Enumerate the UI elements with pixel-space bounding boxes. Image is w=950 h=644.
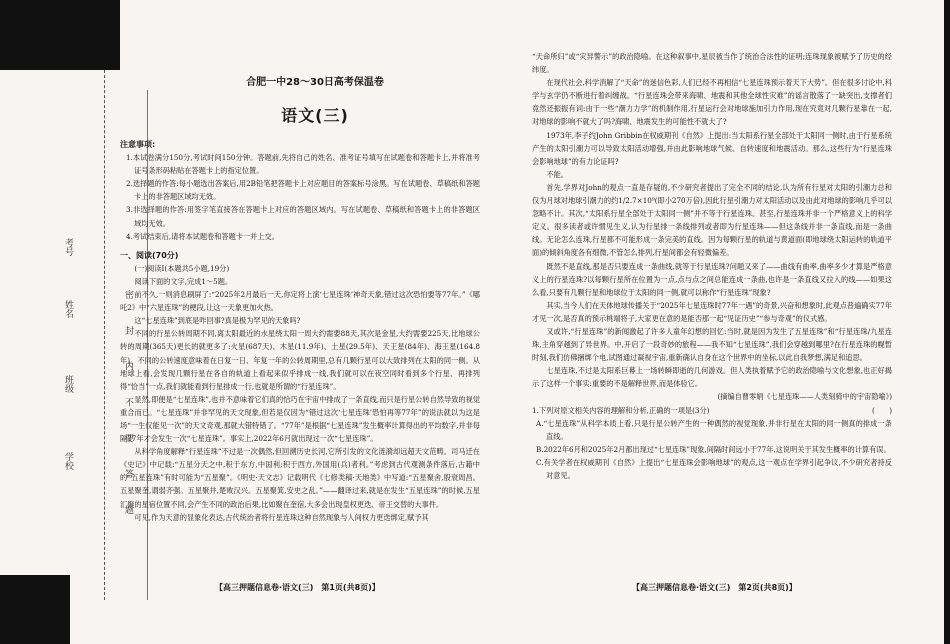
passage-paragraph: 从科学角度解释“行星连珠”不过是一次偶然,但回溯历史长河,它所引发的文化涟漪却远超天文范畴。司马迁在《史记》中记载:“五星分天之中,积于东方,中国利;积于西方,外国用(兵)者利。”考虑到古代观测条件落后,古籍中的“五星连珠”有时可能为“五星聚”。《明史·天文志》记载明代《七修类稿·天地类》中写道:“五星聚舍,殷衰周昌。五星聚奎,谓弱齐强。五星聚井,楚败汉兴。五星聚箕,安史之乱。”——翻译过来,就是在发生“五星连珠”的时候,五星汇聚的星宿位置不同,会产生不同的政治后果,比如聚在奎宿,大多会出现皇权更迭、帝王交替的大事件。 <box>120 447 480 509</box>
answer-blank: ( ) <box>872 405 892 415</box>
left-column <box>120 138 480 527</box>
passage-paragraph: 这“七星连珠”到底是咋回事?真是极为罕见的天象吗? <box>134 316 301 326</box>
notice-item: 4.考试结束后,请将本试题卷和答题卡一并上交。 <box>126 231 279 241</box>
passage-paragraph: 显然,即便是“七星连珠”,也并不意味着它们真的恰巧在宇宙中排成了一条直线,而只是行星公转自然导致的视觉重合而已。“七星连珠”并非罕见的天文现象,但若是仅因为“错过这次‘七星连珠’恐怕再等77年”的说法就以为这是场“一生仅能见一次”的天文奇观,那就大错特错了。“77年”是根据“七星连珠”发生概率计算得出的平均数字,并非每隔77年才会发生一次“七星连珠”。事实上,2022年6月就出现过一次“七星连珠”。 <box>120 394 480 444</box>
school-title: 合肥一中28～30日高考保温卷 <box>246 77 384 88</box>
subject-title: 语文(三) <box>281 106 349 125</box>
notice-item: 2.选择题的作答:每小题选出答案后,用2B铅笔把答题卡上对应题目的答案标号涂黑。写在试题卷、草稿纸和答题卡上的非答题区域均无效。 <box>126 179 480 202</box>
passage-paragraph: 又或许,“行星连珠”的新闻激起了许多人童年幻想的回忆:当时,就是因为发生了五星连珠”和“行星连珠/九星连珠,主角穿越到了异世界。中,开启了一段奇妙的旅程——我不知“七星连珠”,我们会穿越到哪里?在行星连珠的幌暂时刻,我们仿佛捆绑个电,试图通过凝视宇宙,重新确认自身在这个世界中的坐标,以此自我梦想,满足和追思。 <box>532 326 892 363</box>
question-stem: 1.下列对原文相关内容的理解和分析,正确的一项是(3分) <box>532 405 710 415</box>
question-1 <box>532 404 892 483</box>
binding-label-name: 姓名 <box>63 300 73 318</box>
notice-item: 3.非选择题的作答:用签字笔直接答在答题卡上对应的答题区域内。写在试题卷、草稿纸和答题卡上的非答题区域均无效。 <box>126 205 480 228</box>
seal-warning-text: 密 封 内 不 要 答 题 <box>123 290 133 527</box>
binding-label-school: 学校 <box>63 452 73 470</box>
footer-page-1: 【高三押题信息卷·语文(三) 第1页(共8页)】 <box>215 583 380 592</box>
binding-label-exam-number: 考号 <box>63 238 73 256</box>
passage-paragraph: 既然不是直线,那是否只要连成一条曲线,就等于行星连珠?问题又来了——曲线有曲率,曲率多少才算是严格意义上的行星连珠?以每颗行星所在位置为一点,点与点之间总能连成一条曲,也许是一条直线又拉入的线——如果这么看,只要有几颗行星和地球位于太阳的同一侧,就可以称作“行星连珠”现象? <box>532 261 892 297</box>
passage-paragraph: 首先,学界对John的观点一直是存疑的,不少研究者提出了完全不同的结论,认为所有行星对太阳的引潮力总和仅为月球对地球引潮力的约1/2.7×10⁹(即小270万倍),因此行星引潮力对太阳活动以及由此对地球的影响几乎可以忽略不计。其次,“太阳系行星全部处于太阳同一侧”并不等于行星连珠。甚至,行星连珠并非一个严格意义上的科学定义。很多读者或许惯见生义,认为行星排一条线排列或者即为行星连珠——但这条线并非一条直线,而是一条曲线。无论怎么连珠,行星都不可能形成一条完美的直线。因为每颗行星的轨道与黄道面(即地球绕太阳运转的轨道平面)的倾斜角度各有细微,不管怎么排列,行星间都会有轻微偏差。 <box>532 182 892 258</box>
notice-heading: 注意事项: <box>120 140 156 149</box>
passage-paragraph: 可见,作为天意的显象化表达,古代统治者将行星连珠这种自然现象与人间权力更迭绑定,赋予其 <box>134 512 429 522</box>
seal-dashed-line <box>104 60 105 600</box>
passage-paragraph: 1973年,李子约John Gribbin在权威期刊《自然》上提出:当太阳系行星全部处于太阳同一侧时,由于行星系统产生的太阳引潮力可以导致太阳活动增强,并由此影响地球气候、自转速度和地震活动。那么,这些行为“行星连珠会影响地球”的有力论证吗? <box>532 130 892 166</box>
passage-paragraph: 在现代社会,科学消解了“天命”的迷信色彩,人们已经不再相信“七星连珠预示着天下大势”。但在很多讨论中,科学与玄学仍不断进行着纠缠战。“行星连珠会带来海啸、地震和其他全球性灾难”的谣言散落了一缺突出,支撑者们竟然还振振有词:由于一些“潮力力学”的机制作用,行星运行会对地球施加引力作用,现在究竟对几颗行星靠在一起,对地球的影响不就大了吗?海啸、地震发生的可能性不就大了? <box>532 78 892 127</box>
notice-item: 1.本试卷满分150分,考试时间150分钟。答题前,先将自己的姓名、准考证号填写在试题卷和答题卡上,并将准考证号条形码粘贴在答题卡上的指定位置。 <box>126 153 480 176</box>
reading-instruction: 阅读下面的文字,完成1～5题。 <box>134 276 233 286</box>
right-column <box>532 50 892 482</box>
passage-source: (摘编自曹零娟《七星连珠——人类刻骑中的宇宙隐喻》) <box>717 392 892 402</box>
scan-border <box>944 0 950 644</box>
option-b: B.2022年6月和2025年2月都出现过“七星连珠”现象,间隔时间远小于77年,这说明关于其发生概率的计算有误。 <box>536 444 891 454</box>
option-a: A.“七星连珠”从科学本质上看,只是行星公转产生的一种偶然的视觉现象,并非行星在太阳的同一侧真的排成一条直线。 <box>536 418 892 441</box>
passage-paragraph: 不同的行星公转周期不同,离太阳最近的水星绕太阳一周大约需要88天,其次是金星,大约需要225天,比地球公转的周期(365天)更长的就更多了:火星(687天)、木星(11.9年)、土星(29.5年)、天王星(84年)、海王星(164.8年)。不同的公转速度意味着在日复一日、年复一年的公转周期里,总有几颗行星可以大致排列在太阳的同一侧。从地球上看,会发现几颗行星在各自的轨道上看起来似乎排成一线,我们就可以在夜空同时看到多个行星、再排列得“恰当”一点,我们就能看到行星排成一行,也就是所谓的“行星连珠”。 <box>120 329 480 391</box>
passage-paragraph: 不能。 <box>546 169 568 179</box>
passage-paragraph: 前不久,一则消息刷屏了:“2025年2月最后一天,你定将上演‘七星连珠’神奇天象,错过这次恐怕要等77年。”《哪吒2》中“六星连珠”的梗段,让这一天象更加火热。 <box>120 290 480 313</box>
passage-paragraph: “天命所归”或“灾异警示”的政治隐喻。在这种叙事中,星辰被当作了统治合法性的证明;连珠现象被赋予了历史的经纬度。 <box>532 52 892 75</box>
binding-label-class: 班级 <box>63 375 73 393</box>
passage-paragraph: 七星连珠,不过是太阳系巨幕上一场转瞬即逝的几何游戏。但人类执着赋予它的政治隐喻与文化想象,也正好揭示了这样一个事实:重要的不是解释世界,而是体验它。 <box>532 366 892 389</box>
scan-border <box>0 575 70 644</box>
option-c: C.有关学者在权威期刊《自然》上提出“七星连珠会影响地球”的观点,这一观点在学界引起争议,不少研究者持反对意见。 <box>536 457 892 480</box>
subsection-heading: (一)阅读Ⅰ(本题共5小题,19分) <box>134 263 230 273</box>
passage-paragraph: 其实,当今人们在天体地球传播关于“2025年七星连珠时77年一遇”的奇景,兴奋和想象时,此观点普遍确实77年才见一次,是否真的预示桃端将子,大家更在意的是能否那一起“见证历史”“参与奇观”的仪式感。 <box>532 300 892 323</box>
footer-page-2: 【高三押题信息卷·语文(三) 第2页(共8页)】 <box>632 583 797 592</box>
section-heading: 一、阅读(70分) <box>120 250 179 260</box>
scan-border <box>0 0 120 70</box>
